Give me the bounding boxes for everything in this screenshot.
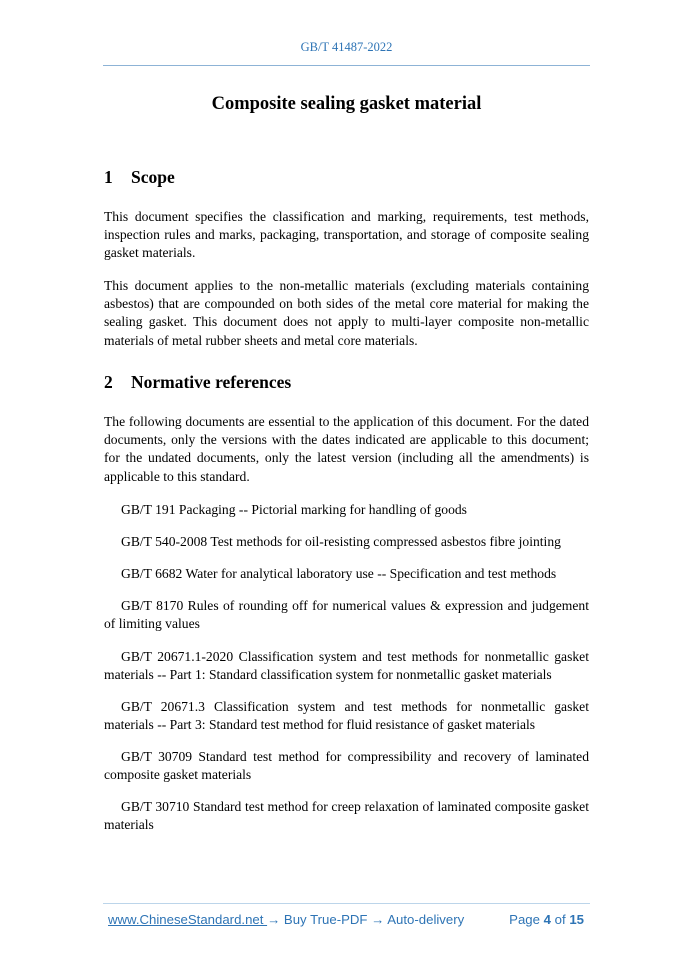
reference-item: GB/T 20671.1-2020 Classification system and test methods for nonmetallic gasket materials -- Part 1: Standard classification system for nonmetallic gasket materials — [104, 649, 589, 683]
scope-paragraph-1: This document specifies the classification and marking, requirements, test methods, inspection rules and marks, packaging, transportation, and storage of composite sealing gasket materials. — [104, 209, 589, 261]
reference-item: GB/T 6682 Water for analytical laboratory use -- Specification and test methods — [121, 566, 557, 581]
reference-item: GB/T 30710 Standard test method for creep relaxation of laminated composite gasket materials — [104, 799, 589, 833]
header-standard-code: GB/T 41487-2022 — [300, 40, 393, 54]
document-title: Composite sealing gasket material — [211, 94, 482, 114]
section-number: 2 — [104, 372, 113, 392]
reference-item: GB/T 30709 Standard test method for compressibility and recovery of laminated composite gasket materials — [104, 749, 589, 783]
section-number: 1 — [104, 167, 113, 187]
header-divider — [103, 65, 590, 66]
page-current: 4 — [543, 912, 551, 927]
footer — [108, 912, 584, 927]
footer-divider — [103, 903, 590, 904]
page-label: Page — [509, 912, 540, 927]
page-indicator — [509, 912, 584, 927]
reference-item: GB/T 540-2008 Test methods for oil-resisting compressed asbestos fibre jointing — [121, 534, 561, 549]
footer-promo-text: → Buy True-PDF → Auto-delivery — [267, 912, 465, 927]
reference-item: GB/T 20671.3 Classification system and test methods for nonmetallic gasket materials -- Part 3: Standard test method for fluid resistance of gasket materials — [104, 699, 589, 733]
reference-item: GB/T 191 Packaging -- Pictorial marking for handling of goods — [121, 502, 467, 517]
section-heading-normative-references — [104, 372, 291, 393]
section-title: Normative references — [131, 372, 292, 392]
chinesestandard-link[interactable]: www.ChineseStandard.net — [108, 912, 268, 927]
section-heading-scope — [104, 167, 175, 188]
normative-intro-paragraph: The following documents are essential to the application of this document. For the dated documents, only the versions with the dates indicated are applicable to this document; for the undated documents, only the latest version (including all the amendments) is applicable to this standard. — [104, 414, 589, 484]
page-of-label: of — [554, 912, 566, 927]
reference-item: GB/T 8170 Rules of rounding off for numerical values & expression and judgement of limiting values — [104, 598, 589, 632]
scope-paragraph-2: This document applies to the non-metallic materials (excluding materials containing asbestos) that are compounded on both sides of the metal core material for making the sealing gasket. This document does not apply to multi-layer composite non-metallic materials of metal rubber sheets and metal core materials. — [104, 278, 589, 348]
page-total: 15 — [569, 912, 584, 927]
section-title: Scope — [131, 167, 175, 187]
